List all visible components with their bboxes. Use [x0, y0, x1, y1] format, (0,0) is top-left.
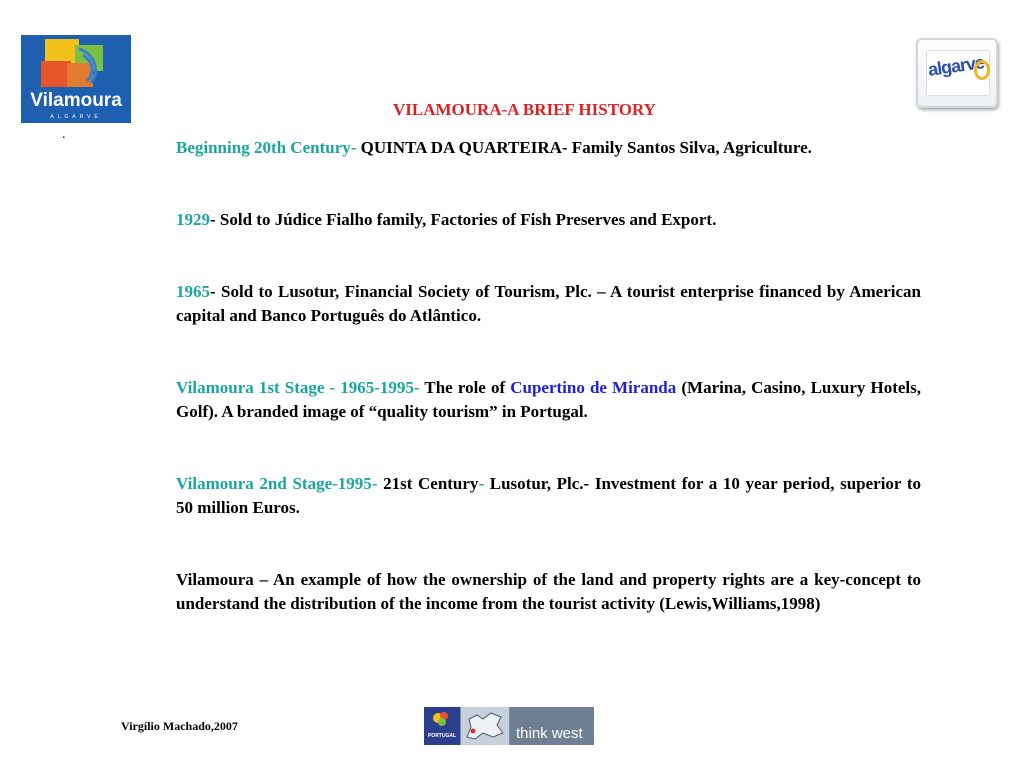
paragraph-text: 21st Century: [383, 474, 479, 493]
paragraph-lead: Vilamoura 1st Stage - 1965-1995-: [176, 378, 425, 397]
paragraph-lead: Vilamoura 2nd Stage-1995-: [176, 474, 384, 493]
portugal-logo: [424, 707, 460, 745]
paragraph-text: - Sold to Lusotur, Financial Society of Tourism, Plc. – A tourist enterprise financed by American capital and Banco Português do Atlântico.: [176, 282, 921, 325]
portugal-think-west-logo: [424, 707, 594, 745]
vilamoura-logo-subtext: ALGARVE: [50, 114, 102, 120]
algarve-logo-text: algarve: [926, 52, 986, 80]
paragraph-lead: 1965: [176, 282, 210, 301]
paragraph-lead: 1929: [176, 210, 210, 229]
history-paragraph: [176, 472, 921, 520]
paragraph-highlight: Cupertino de Miranda: [510, 378, 677, 397]
history-paragraph: [176, 568, 921, 616]
history-paragraph: [176, 376, 921, 424]
dot-mark: .: [62, 127, 66, 142]
history-paragraph: [176, 136, 921, 160]
paragraph-text: - Sold to Júdice Fialho family, Factories of Fish Preserves and Export.: [210, 210, 717, 229]
paragraph-lead: Beginning 20th Century-: [176, 138, 361, 157]
history-paragraph: [176, 280, 921, 328]
paragraph-separator: -: [478, 474, 490, 493]
paragraph-text: QUINTA DA QUARTEIRA- Family Santos Silva, Agriculture.: [360, 138, 812, 157]
portugal-logo-icon: [424, 707, 460, 731]
think-west-text: think west: [516, 725, 583, 742]
algarve-logo: [916, 38, 998, 108]
paragraph-text: Vilamoura – An example of how the ownership of the land and property rights are a key-concept to understand the distribution of the income from the tourist activity (Lewis,Williams,1998): [176, 570, 921, 613]
think-west-logo: [510, 707, 594, 745]
europe-map-icon: [461, 707, 509, 745]
map-icon: [461, 707, 509, 745]
algarve-logo-ring-icon: [974, 60, 990, 80]
page-title: VILAMOURA-A BRIEF HISTORY: [393, 100, 656, 119]
paragraph-text: The role of: [424, 378, 511, 397]
paragraph-text: Lusotur, Plc.- Investment for a 10 year period, superior to 50 million Euros.: [176, 474, 921, 517]
footer-author: Virgílio Machado,2007: [121, 719, 238, 733]
paragraph-text: (Marina, Casino, Luxury Hotels, Golf). A branded image of “quality tourism” in Portugal.: [176, 378, 921, 421]
history-paragraph: [176, 208, 921, 232]
vilamoura-logo: [21, 35, 131, 123]
vilamoura-logo-text: Vilamoura: [30, 90, 122, 111]
history-content: [176, 136, 921, 616]
portugal-logo-text: PORTUGAL: [427, 733, 457, 739]
